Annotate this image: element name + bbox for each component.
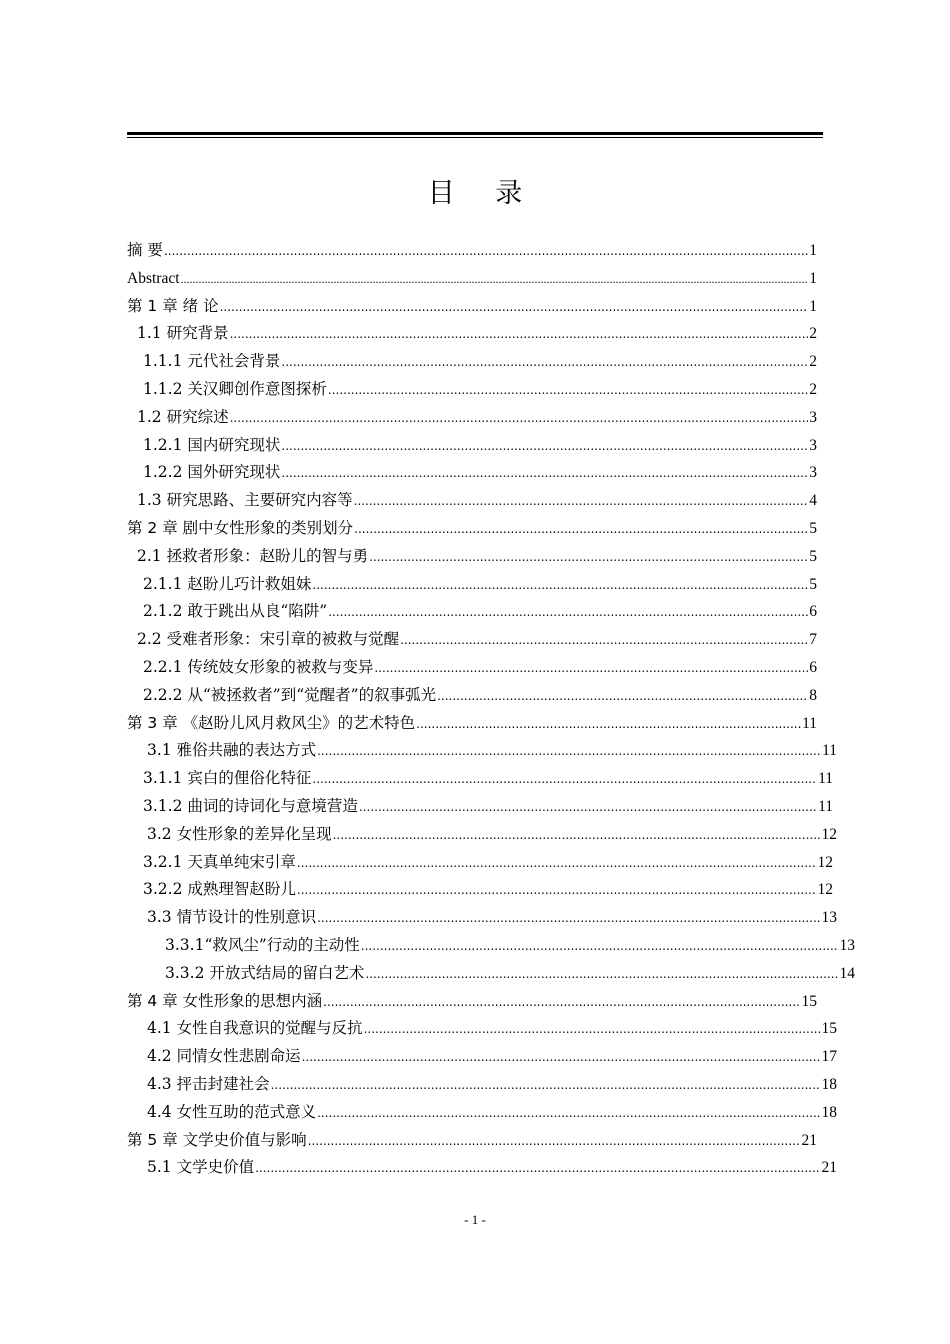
toc-entry[interactable]	[127, 960, 855, 988]
toc-entry[interactable]	[127, 876, 833, 904]
toc-entry[interactable]	[127, 1015, 837, 1043]
toc-entry[interactable]	[127, 849, 833, 877]
dot-leader	[354, 515, 808, 544]
toc-entry-page-number: 18	[821, 1075, 837, 1093]
toc-entry[interactable]	[127, 404, 817, 432]
toc-entry[interactable]	[127, 432, 817, 460]
toc-entry-label: 5.1 文学史价值	[147, 1158, 255, 1177]
toc-entry-label: 2.1 拯救者形象：赵盼儿的智与勇	[137, 546, 369, 565]
toc-entry[interactable]	[127, 515, 817, 543]
toc-entry-page-number: 1	[809, 242, 817, 259]
toc-entry-label: 1.1.1 元代社会背景	[143, 352, 281, 371]
toc-entry-label: 1.1 研究背景	[137, 324, 229, 343]
toc-entry[interactable]	[127, 265, 817, 293]
dot-leader	[297, 876, 817, 905]
toc-entry-label: 4.1 女性自我意识的觉醒与反抗	[147, 1019, 363, 1038]
dot-leader	[354, 487, 809, 516]
toc-entry-label: 第 2 章 剧中女性形象的类别划分	[127, 518, 354, 537]
toc-entry[interactable]	[127, 710, 817, 738]
toc-entry-page-number: 11	[818, 770, 833, 788]
toc-entry[interactable]	[127, 571, 817, 599]
toc-entry[interactable]	[127, 487, 817, 515]
toc-entry[interactable]	[127, 1043, 837, 1071]
toc-entry-page-number: 21	[801, 1131, 817, 1149]
toc-entry[interactable]	[127, 737, 837, 765]
dot-leader	[164, 237, 808, 266]
toc-entry-page-number: 4	[809, 492, 817, 510]
toc-entry[interactable]	[127, 348, 817, 376]
toc-entry[interactable]	[127, 765, 833, 793]
dot-leader	[281, 432, 808, 461]
toc-entry-page-number: 2	[809, 380, 817, 398]
dot-leader	[328, 598, 808, 627]
toc-entry-page-number: 11	[802, 714, 817, 732]
toc-entry[interactable]	[127, 237, 817, 265]
dot-leader	[230, 320, 809, 349]
toc-entry-label: 2.1.2 敢于跳出从良“陷阱”	[143, 602, 328, 621]
toc-entry-page-number: 8	[809, 686, 817, 704]
toc-entry-page-number: 5	[809, 547, 817, 565]
toc-entry-label: 3.2 女性形象的差异化呈现	[147, 824, 332, 843]
toc-entry-page-number: 1	[809, 269, 817, 287]
toc-entry[interactable]	[127, 598, 817, 626]
toc-entry-label: 1.2 研究综述	[137, 407, 229, 426]
toc-entry-page-number: 12	[821, 825, 837, 843]
dot-leader	[416, 710, 801, 739]
dot-leader	[437, 682, 808, 711]
toc-entry-page-number: 2	[809, 353, 817, 371]
toc-entry-page-number: 15	[821, 1020, 837, 1038]
toc-entry[interactable]	[127, 932, 855, 960]
toc-entry-label: 3.1.2 曲词的诗词化与意境营造	[143, 796, 358, 815]
dot-leader	[220, 293, 809, 322]
table-of-contents	[127, 237, 855, 1182]
toc-entry[interactable]	[127, 654, 817, 682]
toc-entry[interactable]	[127, 459, 817, 487]
toc-entry-label: 4.2 同情女性悲剧命运	[147, 1047, 301, 1066]
toc-entry-label: 第 4 章 女性形象的思想内涵	[127, 991, 323, 1010]
toc-entry-page-number: 3	[809, 436, 817, 454]
toc-entry-page-number: 13	[839, 936, 855, 954]
dot-leader	[359, 793, 817, 822]
toc-entry-label: 1.2.2 国外研究现状	[143, 463, 281, 482]
toc-entry-label: 2.1.1 赵盼儿巧计救姐妹	[143, 574, 312, 593]
dot-leader	[281, 459, 808, 488]
dot-leader	[400, 626, 808, 655]
toc-entry-label: 2.2.2 从“被拯救者”到“觉醒者”的叙事弧光	[143, 685, 437, 704]
toc-entry-label: 2.2 受难者形象：宋引章的被救与觉醒	[137, 630, 400, 649]
dot-leader	[255, 1154, 820, 1183]
dot-leader	[361, 932, 839, 961]
dot-leader	[312, 571, 808, 600]
dot-leader	[271, 1071, 821, 1100]
toc-entry-page-number: 21	[821, 1159, 837, 1177]
toc-entry-page-number: 11	[818, 797, 833, 815]
toc-entry-page-number: 3	[809, 464, 817, 482]
toc-entry[interactable]	[127, 1127, 817, 1155]
dot-leader	[365, 960, 838, 989]
header-rule-thin	[127, 137, 823, 138]
toc-entry-label: 第 3 章 《赵盼儿风月救风尘》的艺术特色	[127, 713, 416, 732]
toc-entry-page-number: 11	[822, 742, 837, 760]
toc-entry-label: 3.1 雅俗共融的表达方式	[147, 741, 317, 760]
dot-leader	[230, 404, 809, 433]
page-number-footer: - 1 -	[464, 1212, 486, 1227]
dot-leader	[374, 654, 808, 683]
toc-entry[interactable]	[127, 320, 817, 348]
page-title: 目 录	[427, 178, 539, 209]
toc-entry[interactable]	[127, 626, 817, 654]
toc-entry-page-number: 15	[801, 992, 817, 1010]
dot-leader	[369, 543, 808, 572]
dot-leader	[317, 904, 820, 933]
toc-entry-page-number: 1	[809, 297, 817, 315]
toc-entry-page-number: 18	[821, 1103, 837, 1121]
toc-entry-label: 3.3.2 开放式结局的留白艺术	[165, 963, 365, 982]
toc-entry-page-number: 12	[817, 881, 833, 899]
toc-entry-page-number: 7	[809, 631, 817, 649]
toc-entry-page-number: 5	[809, 575, 817, 593]
toc-entry-label: 4.4 女性互助的范式意义	[147, 1102, 317, 1121]
toc-entry-label: 第 5 章 文学史价值与影响	[127, 1130, 307, 1149]
toc-entry[interactable]	[127, 1154, 837, 1182]
toc-entry-page-number: 5	[809, 519, 817, 537]
toc-entry[interactable]	[127, 988, 817, 1016]
toc-entry[interactable]	[127, 1071, 837, 1099]
dot-leader	[312, 765, 817, 794]
toc-entry[interactable]	[127, 293, 817, 321]
toc-entry-label: 3.3.1“救风尘”行动的主动性	[165, 935, 360, 954]
dot-leader	[281, 348, 808, 377]
toc-entry-label: 摘 要	[127, 241, 163, 259]
toc-entry[interactable]	[127, 1099, 837, 1127]
dot-leader	[297, 849, 817, 878]
dot-leader	[317, 1099, 820, 1128]
toc-entry-page-number: 6	[809, 658, 817, 676]
toc-entry-label: 3.3 情节设计的性别意识	[147, 908, 317, 927]
dot-leader	[364, 1015, 821, 1044]
toc-entry-label: 3.2.1 天真单纯宋引章	[143, 852, 296, 871]
toc-entry-page-number: 17	[821, 1048, 837, 1066]
toc-entry[interactable]	[127, 682, 817, 710]
dot-leader	[317, 737, 821, 766]
toc-entry-label: Abstract	[127, 269, 180, 287]
toc-entry-label: 1.3 研究思路、主要研究内容等	[137, 491, 353, 510]
toc-entry-label: 1.2.1 国内研究现状	[143, 435, 281, 454]
dot-leader	[181, 265, 809, 294]
toc-entry-label: 3.1.1 宾白的俚俗化特征	[143, 769, 312, 788]
toc-entry-label: 第 1 章 绪 论	[127, 296, 219, 315]
toc-entry[interactable]	[127, 904, 837, 932]
toc-entry-label: 4.3 抨击封建社会	[147, 1074, 270, 1093]
dot-leader	[323, 988, 800, 1017]
dot-leader	[308, 1127, 801, 1156]
toc-entry-page-number: 13	[821, 909, 837, 927]
toc-entry-label: 1.1.2 关汉卿创作意图探析	[143, 379, 327, 398]
header-rule-thick	[127, 132, 823, 135]
toc-entry-page-number: 12	[817, 853, 833, 871]
toc-entry-label: 2.2.1 传统妓女形象的被救与变异	[143, 657, 374, 676]
toc-entry[interactable]	[127, 543, 817, 571]
toc-entry[interactable]	[127, 793, 833, 821]
toc-entry[interactable]	[127, 821, 837, 849]
toc-entry[interactable]	[127, 376, 817, 404]
toc-entry-label: 3.2.2 成熟理智赵盼儿	[143, 880, 296, 899]
dot-leader	[328, 376, 808, 405]
toc-entry-page-number: 6	[809, 603, 817, 621]
toc-entry-page-number: 2	[809, 325, 817, 343]
toc-entry-page-number: 3	[809, 408, 817, 426]
dot-leader	[333, 821, 821, 850]
toc-entry-page-number: 14	[839, 964, 855, 982]
dot-leader	[302, 1043, 821, 1072]
